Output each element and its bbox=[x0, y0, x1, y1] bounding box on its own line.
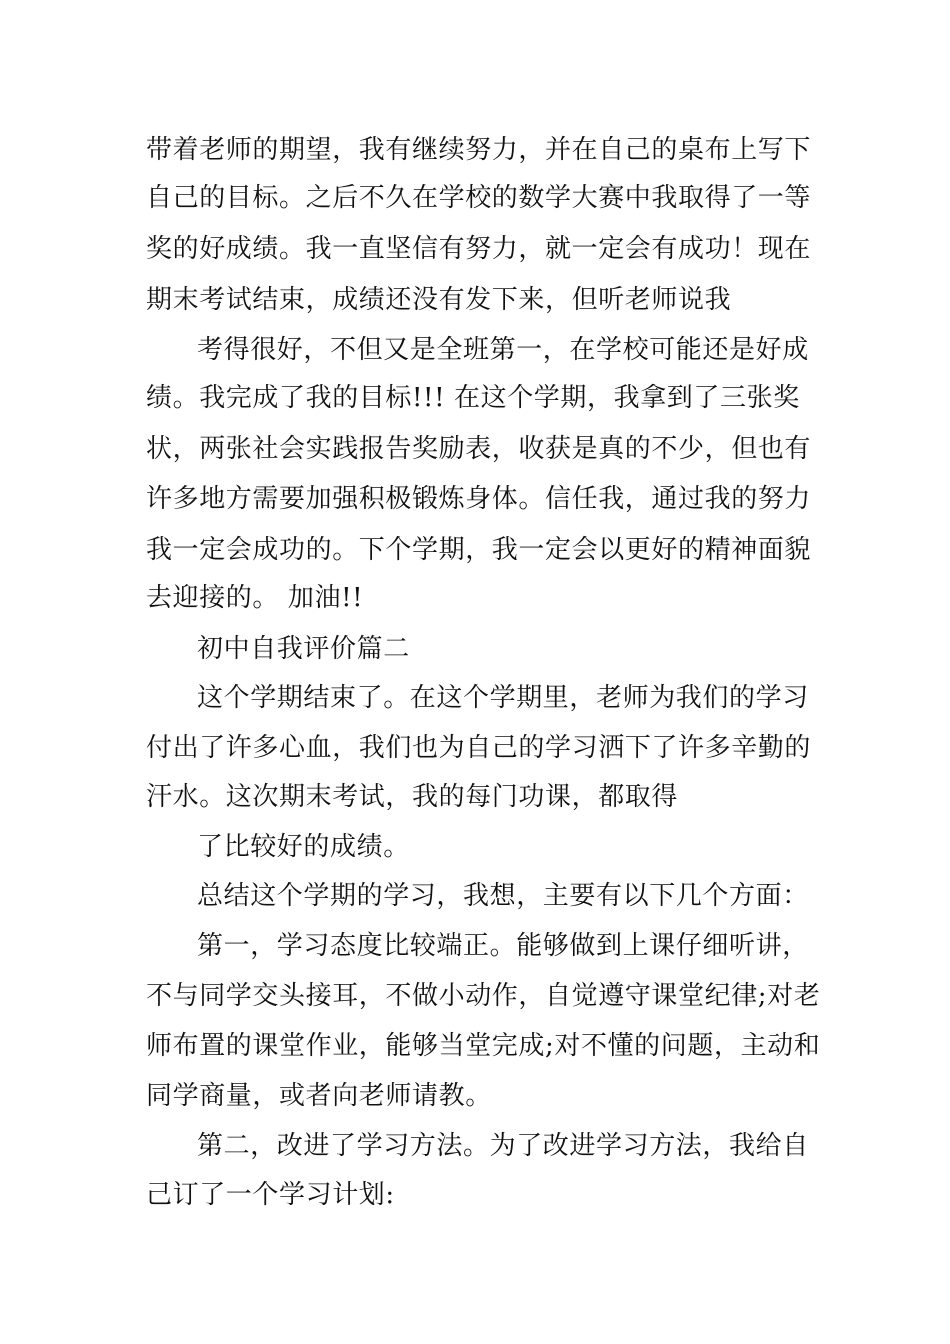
text-line: 考得很好，不但又是全班第一，在学校可能还是好成 bbox=[197, 335, 809, 365]
text-line: 许多地方需要加强积极锻炼身体。信任我，通过我的努力 bbox=[146, 484, 812, 514]
text-line: 不与同学交头接耳，不做小动作，自觉遵守课堂纪律;对老 bbox=[146, 981, 821, 1011]
text-line: 绩。我完成了我的目标!!! 在这个学期，我拿到了三张奖 bbox=[146, 383, 800, 413]
text-line: 我一定会成功的。下个学期，我一定会以更好的精神面貌 bbox=[146, 535, 812, 565]
text-line: 这个学期结束了。在这个学期里，老师为我们的学习 bbox=[197, 683, 809, 713]
text-line: 汗水。这次期末考试，我的每门功课，都取得 bbox=[146, 782, 679, 812]
text-line: 了比较好的成绩。 bbox=[197, 832, 410, 862]
text-line: 师布置的课堂作业，能够当堂完成;对不懂的问题，主动和 bbox=[146, 1031, 821, 1061]
text-line: 自己的目标。之后不久在学校的数学大赛中我取得了一等 bbox=[146, 183, 812, 213]
text-line: 同学商量，或者向老师请教。 bbox=[146, 1081, 492, 1111]
text-line: 总结这个学期的学习，我想，主要有以下几个方面： bbox=[197, 881, 809, 911]
text-line: 第一，学习态度比较端正。能够做到上课仔细听讲， bbox=[197, 931, 809, 961]
text-line: 期末考试结束，成绩还没有发下来，但听老师说我 bbox=[146, 285, 732, 315]
section-heading: 初中自我评价篇二 bbox=[197, 634, 410, 664]
text-line: 状，两张社会实践报告奖励表，收获是真的不少，但也有 bbox=[146, 434, 812, 464]
text-line: 己订了一个学习计划: bbox=[146, 1180, 395, 1210]
text-line: 奖的好成绩。我一直坚信有努力，就一定会有成功！现在 bbox=[146, 234, 812, 264]
text-line: 第二，改进了学习方法。为了改进学习方法，我给自 bbox=[197, 1131, 809, 1161]
text-line: 去迎接的。 加油!! bbox=[146, 583, 364, 613]
text-line: 带着老师的期望，我有继续努力，并在自己的桌布上写下 bbox=[146, 135, 812, 165]
text-line: 付出了许多心血，我们也为自己的学习洒下了许多辛勤的 bbox=[146, 733, 812, 763]
